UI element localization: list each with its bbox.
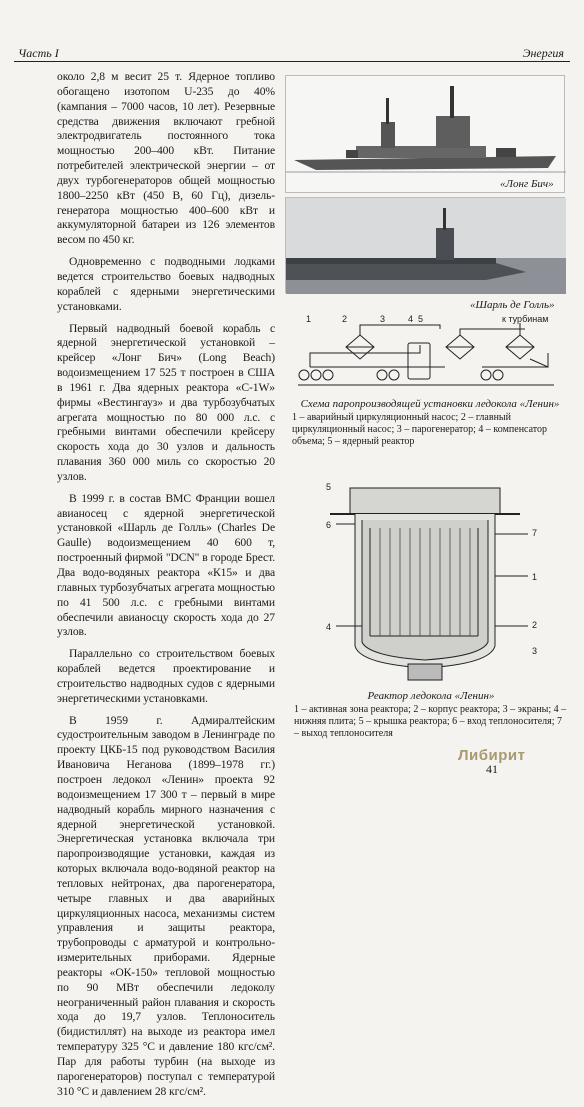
photo-de-gaulle [285, 197, 565, 293]
scheme-label: 2 [342, 314, 348, 324]
header-rule [14, 61, 570, 62]
paragraph: В 1959 г. Адмиралтейским судостроительным заводом в Ленинграде по проекту ЦКБ-15 под руководством Василия Ивановича Неганова (1899–1978 гг.) построен ледокол «Ленин» проекта 92 водоизмещением 17 300 т – первый в мире надводный корабль мирного назначения с ядерной энергетической установкой. Энергетическая установка включала три паропроизводящие установки, каждая из которых включала водо-водяной реактор на тепловых нейтронах, два парогенератора, четыре главных и два аварийных циркуляционных насоса, механизмы систем управления и защиты реактора, трубопроводы с арматурой и контрольно-измерительных приборами. Ядерные реакторы «ОК-150» тепловой мощностью по 90 МВт обеспечили ледоколу неограниченный район плавания и скорость хода до 19,7 узлов. Теплоноситель (бидистиллят) на выходе из реактора имел температуру 325 °С и давление 180 кгс/см². Пар для работы турбин (на выходе из парогенераторов) поступал с температурой 310 °С и давлением 28 кгс/см². [57, 713, 275, 1098]
scheme-label: 5 [418, 314, 424, 324]
running-header [0, 44, 584, 62]
steam-plant-scheme [290, 315, 570, 395]
header-section: Энергия [522, 46, 564, 60]
reactor-label: 7 [532, 528, 538, 538]
scheme-label: 4 [408, 314, 414, 324]
body-text-column [57, 70, 275, 1107]
page-number: 41 [486, 762, 498, 776]
caption-long-beach: «Лонг Бич» [500, 178, 554, 190]
paragraph: Одновременно с подводными лодками ведется строительство боевых надводных кораблей с ядерными энергетическими установками. [57, 255, 275, 313]
paragraph: Первый надводный боевой корабль с ядерной энергетической установкой – крейсер «Лонг Бич» (Long Beach) водоизмещением 17 525 т построен в США в 1961 г. Два ядерных реактора «С-1W» фирмы «Вестингауз» и два турбозубчатых агрегата мощностью по 80 000 л.с. с гребными винтами обеспечили крейсеру скорость хода до 30 узлов и дальность плавания 360 000 миль со скоростью 20 узлов. [57, 321, 275, 483]
carrier-photo [286, 198, 566, 294]
scheme-caption [292, 398, 568, 448]
reactor-legend: 1 – активная зона реактора; 2 – корпус реактора; 3 – экраны; 4 – нижняя плита; 5 – крышка реактора; 6 – вход теплоносителя; 7 – выход теплоносителя [294, 704, 567, 739]
scheme-title: Схема паропроизводящей установки ледокола «Ленин» [300, 398, 560, 410]
cruiser-drawing [286, 76, 566, 194]
scheme-turbine-label: к турбинам [502, 314, 549, 324]
reactor-caption [294, 690, 568, 740]
reactor-label: 6 [326, 520, 332, 530]
paragraph: В 1999 г. в состав ВМС Франции вошел авианосец с ядерной энергетической установкой «Шарль де Голль» (Charles De Gaulle) водоизмещением 40 600 т, построенный фирмой "DCN" в городе Брест. Два водо-водяных реактора «К15» и два главных турбозубчатых агрегата мощностью по 41 500 л.с. с гребными винтами обеспечили авианосцу скорость хода до 27 узлов. [57, 491, 275, 639]
reactor-label: 4 [326, 622, 332, 632]
scheme-label: 1 [306, 314, 312, 324]
reactor-label: 2 [532, 620, 538, 630]
watermark: Либирит [458, 747, 526, 764]
header-part: Часть I [18, 46, 59, 60]
reactor-title: Реактор ледокола «Ленин» [367, 690, 495, 702]
scheme-label: 3 [380, 314, 386, 324]
reactor-label: 3 [532, 646, 538, 656]
paragraph: около 2,8 м весит 25 т. Ядерное топливо обогащено изотопом U-235 до 40% (кампания – 7000 часов, 10 лет). Резервные средства движения включают гребной электродвигатель постоянного тока мощностью 200–400 кВт. Питание потребителей электрической энергии – от двух турбогенераторов общей мощностью 1800–2250 кВт (450 В, 60 Гц), дизель-генератора мощностью 400–600 кВт и аккумуляторной батареи из 126 элементов весом по 450 кг. [57, 70, 275, 247]
photo-long-beach [285, 75, 565, 193]
reactor-label: 5 [326, 482, 332, 492]
scheme-legend: 1 – аварийный циркуляционный насос; 2 – главный циркуляционный насос; 3 – парогенератор; 4 – компенсатор объема; 5 – ядерный реактор [292, 412, 548, 447]
paragraph: Параллельно со строительством боевых кораблей ведется проектирование и строительство надводных судов с ядерными энергетическими установками. [57, 647, 275, 705]
reactor-drawing [300, 476, 562, 686]
reactor-label: 1 [532, 572, 538, 582]
caption-de-gaulle: «Шарль де Голль» [470, 299, 555, 311]
